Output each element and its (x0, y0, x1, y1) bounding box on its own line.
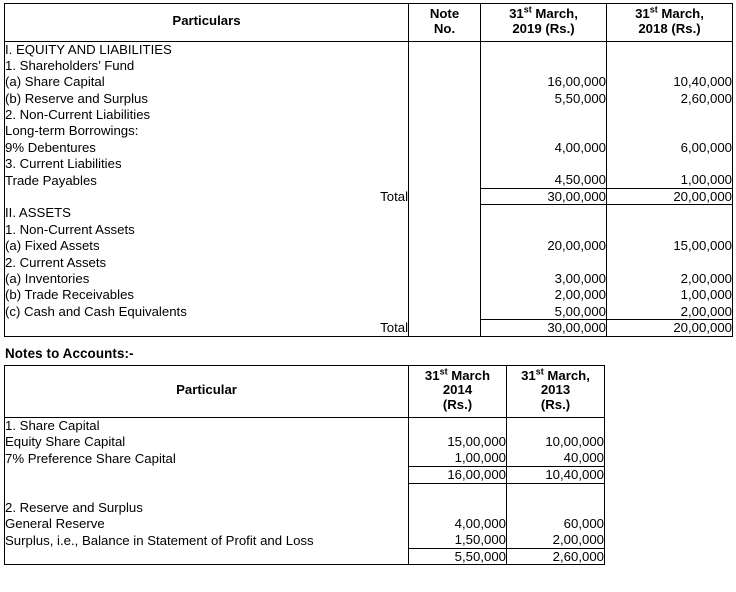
row-amount-2018: 1,00,000 (680, 172, 732, 188)
row-amount-2013: 10,00,000 (545, 434, 604, 450)
row-amount-2014: 16,00,000 (409, 467, 507, 483)
total-row (5, 189, 733, 205)
header-2013-day: 31 (521, 367, 536, 383)
row-amount-2018: 2,00,000 (680, 303, 732, 319)
row-label: Surplus, i.e., Balance in Statement of Profit and Loss (5, 532, 409, 548)
row-amount-2014 (409, 499, 507, 515)
header-2018-month: March, (657, 6, 704, 21)
header-2013-year: 2013 (540, 382, 571, 398)
row-amount-2018 (607, 41, 733, 57)
notes-table-header (5, 365, 605, 417)
row-amount-2019: 4,50,000 (481, 172, 607, 188)
row-amount-2019: 5,50,000 (481, 90, 607, 106)
row-note-no (409, 41, 481, 57)
row-note-no (409, 156, 481, 172)
row-note-no (409, 57, 481, 73)
total-amount-2018: 20,00,000 (607, 320, 733, 336)
table-row (5, 156, 733, 172)
row-label: (c) Cash and Cash Equivalents (5, 303, 409, 319)
row-amount-2013: 40,000 (563, 450, 604, 466)
row-label: General Reserve (5, 516, 409, 532)
header-2018-day: 31 (635, 6, 650, 21)
row-amount-2018 (607, 205, 733, 221)
header-2018-year: 2018 (Rs.) (638, 20, 701, 36)
table-row (5, 205, 733, 221)
header-2019-ordinal: st (523, 4, 532, 15)
table-row (5, 434, 605, 450)
group-title: 1. Share Capital (5, 417, 409, 433)
balance-sheet-body (5, 41, 733, 336)
header-2013-month: March, (543, 367, 590, 383)
table-row (5, 238, 733, 254)
row-note-no (409, 287, 481, 303)
row-label: I. EQUITY AND LIABILITIES (5, 41, 409, 57)
row-label: (b) Trade Receivables (5, 287, 409, 303)
row-amount-2019: 5,00,000 (481, 303, 607, 319)
row-note-no (409, 90, 481, 106)
header-2019-month: March, (531, 6, 578, 21)
row-amount-2013: 60,000 (563, 516, 604, 532)
notes-table-body (5, 417, 605, 565)
row-amount-2013: 2,00,000 (552, 532, 604, 548)
row-label: (a) Share Capital (5, 74, 409, 90)
table-row (5, 532, 605, 548)
row-label: II. ASSETS (5, 205, 409, 221)
table-row (5, 303, 733, 319)
row-label: Trade Payables (5, 172, 409, 188)
header-2018-ordinal: st (649, 4, 658, 15)
table-row (5, 123, 733, 139)
row-amount-2014: 15,00,000 (409, 434, 507, 450)
row-amount-2019: 20,00,000 (481, 238, 607, 254)
header-particular: Particular (5, 365, 409, 417)
row-label: 1. Non-Current Assets (5, 221, 409, 237)
table-row (5, 139, 733, 155)
group-title: 2. Reserve and Surplus (5, 499, 409, 515)
header-2014-year: 2014 (442, 382, 473, 398)
header-particulars: Particulars (5, 4, 409, 42)
table-row (5, 254, 733, 270)
row-note-no (409, 238, 481, 254)
row-amount-2019 (481, 107, 607, 123)
total-label: Total (5, 320, 409, 336)
notes-to-accounts-caption: Notes to Accounts:- (5, 345, 134, 361)
row-note-no (409, 303, 481, 319)
row-label: 3. Current Liabilities (5, 156, 409, 172)
row-amount-2018: 2,60,000 (680, 90, 732, 106)
row-label (5, 549, 409, 565)
row-amount-2018: 2,00,000 (680, 271, 732, 286)
table-row (5, 90, 733, 106)
header-note-line2: No. (433, 20, 456, 36)
table-row (5, 271, 733, 287)
header-2014-unit: (Rs.) (442, 397, 473, 413)
table-row (5, 57, 733, 73)
row-amount-2014: 1,00,000 (409, 450, 507, 466)
row-amount-2013: 2,60,000 (507, 549, 605, 565)
row-label (5, 467, 409, 483)
row-amount-2018: 1,00,000 (680, 287, 732, 303)
group-title-row (5, 499, 605, 515)
header-2014-day: 31 (424, 367, 440, 383)
row-label (5, 483, 409, 499)
row-amount-2019 (481, 123, 607, 139)
row-note-no (409, 172, 481, 188)
header-2014-month: March (447, 367, 491, 383)
row-label: 7% Preference Share Capital (5, 450, 409, 466)
row-label: (a) Inventories (5, 271, 409, 287)
table-row (5, 172, 733, 188)
row-amount-2018: 15,00,000 (673, 238, 732, 254)
header-2014-ordinal: st (439, 366, 448, 377)
header-amount-2019 (481, 4, 607, 42)
row-amount-2019: 3,00,000 (481, 271, 607, 287)
row-amount-2018 (607, 107, 733, 123)
row-label: 2. Non-Current Liabilities (5, 107, 409, 123)
row-amount-2014: 1,50,000 (409, 532, 507, 548)
row-amount-2014 (409, 417, 507, 433)
row-amount-2019: 16,00,000 (481, 74, 607, 90)
row-amount-2019 (481, 221, 607, 237)
row-amount-2013 (507, 483, 605, 499)
row-amount-2019 (481, 254, 607, 270)
header-2019-year: 2019 (Rs.) (512, 20, 575, 36)
row-label: 9% Debentures (5, 139, 409, 155)
row-note-no (409, 123, 481, 139)
row-label: 1. Shareholders’ Fund (5, 57, 409, 73)
row-amount-2018 (607, 156, 733, 172)
total-amount-2019: 30,00,000 (481, 189, 607, 205)
subtotal-row (5, 467, 605, 483)
row-note-no (409, 221, 481, 237)
header-amount-2018 (607, 4, 733, 42)
total-note-no (409, 320, 481, 336)
row-amount-2019 (481, 205, 607, 221)
row-amount-2018: 6,00,000 (680, 139, 732, 155)
row-amount-2013: 10,40,000 (507, 467, 605, 483)
total-row (5, 320, 733, 336)
subtotal-row (5, 549, 605, 565)
row-note-no (409, 254, 481, 270)
row-amount-2013 (507, 417, 605, 433)
row-note-no (409, 205, 481, 221)
row-label: (a) Fixed Assets (5, 238, 409, 254)
spacer-row (5, 483, 605, 499)
table-row (5, 74, 733, 90)
header-note-no (409, 4, 481, 42)
table-row (5, 287, 733, 303)
balance-sheet-table (4, 3, 733, 337)
table-row (5, 516, 605, 532)
row-note-no (409, 74, 481, 90)
table-row (5, 221, 733, 237)
total-label: Total (5, 189, 409, 205)
row-amount-2018 (607, 57, 733, 73)
row-amount-2018 (607, 221, 733, 237)
total-amount-2019: 30,00,000 (481, 320, 607, 336)
header-amount-2013 (507, 365, 605, 417)
row-note-no (409, 139, 481, 155)
row-label: 2. Current Assets (5, 254, 409, 270)
header-2019-day: 31 (509, 6, 524, 21)
row-amount-2014 (409, 483, 507, 499)
table-row (5, 41, 733, 57)
header-2013-ordinal: st (535, 366, 544, 377)
row-amount-2018: 10,40,000 (673, 74, 732, 90)
header-2013-unit: (Rs.) (540, 397, 571, 413)
row-note-no (409, 107, 481, 123)
row-amount-2019: 4,00,000 (481, 139, 607, 155)
row-amount-2019: 2,00,000 (481, 287, 607, 303)
row-note-no (409, 271, 481, 287)
total-amount-2018: 20,00,000 (607, 189, 733, 205)
group-title-row (5, 417, 605, 433)
row-amount-2018 (607, 254, 733, 270)
row-label: (b) Reserve and Surplus (5, 90, 409, 106)
notes-to-accounts-table (4, 365, 605, 566)
balance-sheet-header (5, 4, 733, 42)
row-amount-2014: 5,50,000 (409, 549, 507, 565)
row-amount-2019 (481, 57, 607, 73)
row-amount-2019 (481, 156, 607, 172)
table-row (5, 107, 733, 123)
row-amount-2018 (607, 123, 733, 139)
row-label: Long-term Borrowings: (5, 123, 409, 139)
header-amount-2014 (409, 365, 507, 417)
row-label: Equity Share Capital (5, 434, 409, 450)
row-amount-2013 (507, 499, 605, 515)
table-row (5, 450, 605, 466)
row-amount-2019 (481, 41, 607, 57)
header-note-line1: Note (429, 6, 460, 21)
row-amount-2014: 4,00,000 (409, 516, 507, 532)
total-note-no (409, 189, 481, 205)
